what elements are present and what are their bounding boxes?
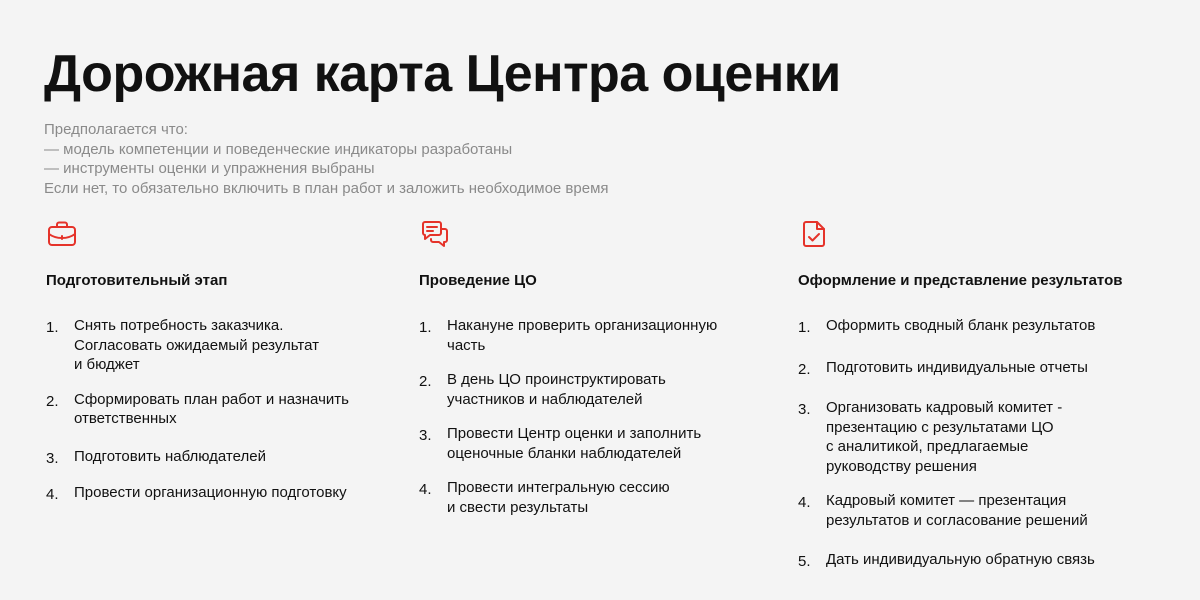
list-item (46, 316, 386, 375)
step-number: 1. (419, 319, 432, 336)
step-text: Провести организационную подготовку (74, 484, 347, 501)
list-item (798, 316, 1158, 336)
stage-column-conducting (419, 218, 759, 532)
list-item (46, 447, 386, 467)
step-text: Подготовить наблюдателей (74, 447, 266, 465)
step-list (46, 316, 386, 503)
chat-bubbles-icon (419, 218, 451, 250)
step-text: Снять потребность заказчика. Согласовать ожидаемый результат и бюджет (74, 317, 319, 373)
step-text: Подготовить индивидуальные отчеты (826, 358, 1088, 376)
intro-line: Предполагается что: (44, 121, 188, 138)
step-list (798, 316, 1158, 570)
list-item (798, 398, 1158, 476)
step-number: 2. (798, 360, 811, 378)
step-list (419, 316, 759, 517)
step-number: 4. (798, 494, 811, 511)
step-text: Накануне проверить организационную часть (447, 317, 718, 354)
list-item (798, 358, 1158, 378)
step-text: Организовать кадровый комитет - презентацию с результатами ЦО с аналитикой, предлагаемые руководству решения (826, 399, 1063, 475)
step-number: 2. (419, 373, 432, 390)
step-number: 2. (46, 392, 59, 410)
step-number: 1. (798, 319, 811, 336)
step-number: 3. (798, 401, 811, 418)
step-text: Оформить сводный бланк результатов (826, 317, 1096, 334)
step-text: Провести интегральную сессию и свести результаты (447, 479, 670, 516)
list-item (46, 390, 386, 429)
list-item (798, 550, 1158, 570)
list-item (798, 491, 1158, 530)
step-number: 5. (798, 553, 811, 570)
stage-title: Проведение ЦО (419, 272, 537, 289)
step-number: 1. (46, 319, 59, 336)
step-text: Кадровый комитет — презентация результатов и согласование решений (826, 492, 1088, 529)
list-item (46, 483, 386, 503)
step-text: Провести Центр оценки и заполнить оценочные бланки наблюдателей (447, 425, 702, 462)
page-title: Дорожная карта Центра оценки (44, 45, 841, 103)
step-number: 3. (419, 427, 432, 444)
step-number: 4. (46, 486, 59, 503)
stage-column-results (798, 218, 1158, 570)
step-number: 3. (46, 449, 59, 467)
stage-title: Оформление и представление результатов (798, 272, 1123, 289)
list-item (419, 370, 759, 409)
step-text: В день ЦО проинструктировать участников и наблюдателей (447, 371, 666, 408)
list-item (419, 316, 759, 355)
step-number: 4. (419, 481, 432, 498)
intro-line: — модель компетенции и поведенческие индикаторы разработаны (44, 140, 513, 158)
briefcase-icon (46, 218, 78, 250)
document-check-icon (798, 218, 830, 250)
stage-title: Подготовительный этап (46, 272, 228, 289)
step-text: Сформировать план работ и назначить ответственных (74, 390, 349, 427)
intro-line: Если нет, то обязательно включить в план работ и заложить необходимое время (44, 179, 609, 197)
intro-notes (44, 120, 609, 198)
list-item (419, 424, 759, 463)
stage-column-preparation (46, 218, 386, 503)
list-item (419, 478, 759, 517)
step-text: Дать индивидуальную обратную связь (826, 551, 1095, 568)
intro-line: — инструменты оценки и упражнения выбраны (44, 160, 375, 177)
